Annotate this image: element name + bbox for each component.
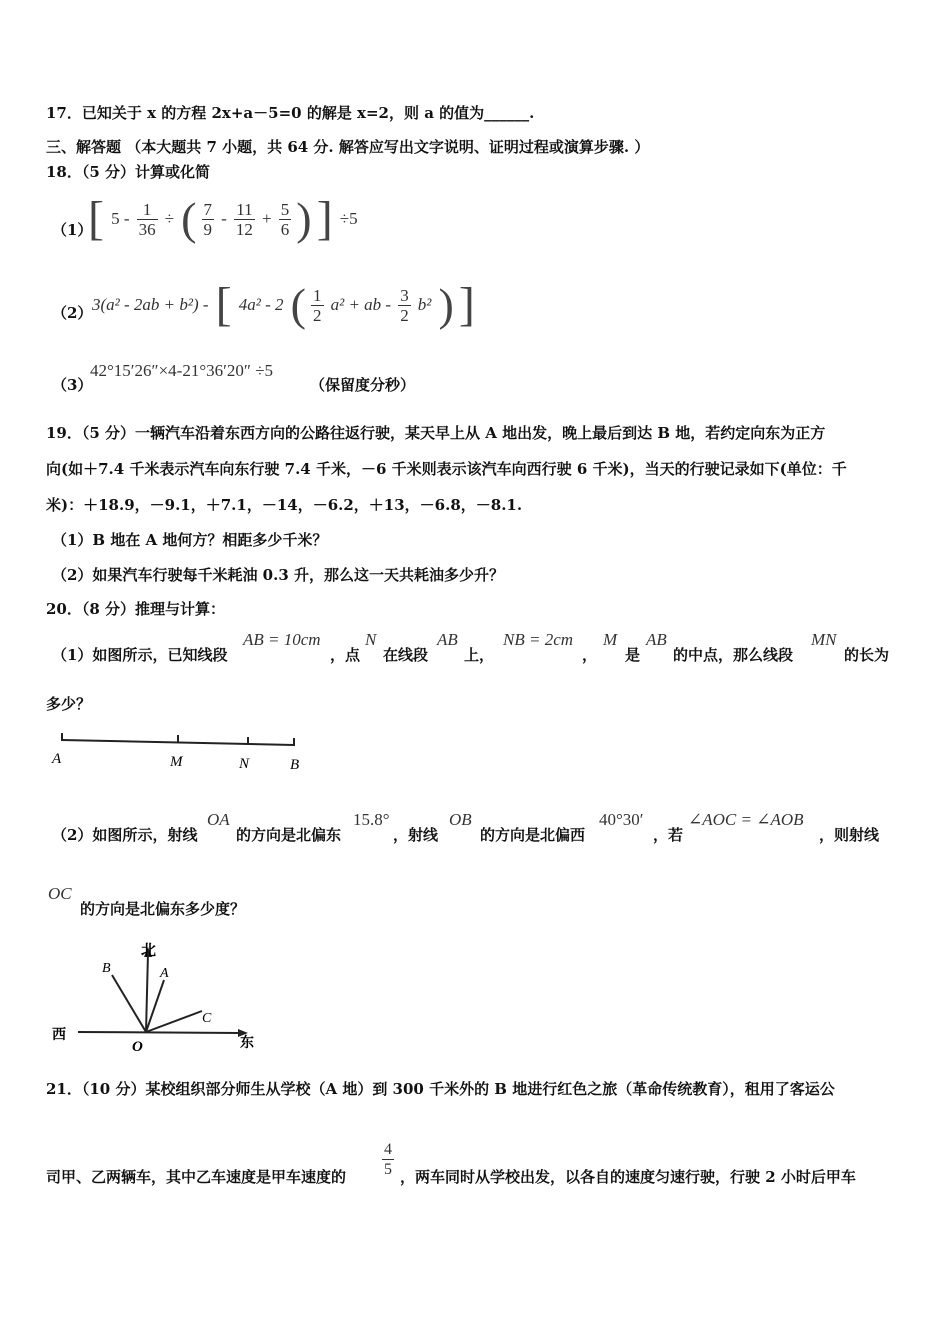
term: 3(a² - 2ab + b²) - xyxy=(92,295,209,314)
question-21-line2b: ，两车同时从学校出发，以各自的速度匀速行驶，行驶 2 小时后甲车 xyxy=(400,1168,856,1186)
q20-part1-h: 的长为 xyxy=(844,646,890,664)
q18-part1-expression xyxy=(88,194,360,250)
math-mn: MN xyxy=(811,630,837,649)
fraction: $\frac{11}{12}$ xyxy=(235,199,253,239)
right-paren: ) xyxy=(296,193,312,244)
math-oc: OC xyxy=(48,884,72,903)
math-ab-length: AB = 10cm xyxy=(243,630,321,649)
q18-part3-expression: 42°15′26″×4-21°36′20″ ÷5 xyxy=(90,361,274,380)
fraction: $\frac{7}{9}$ xyxy=(203,199,213,239)
math-m: M xyxy=(603,630,618,649)
operator: ÷ xyxy=(164,209,175,228)
q20-part1-g: 的中点，那么线段 xyxy=(673,646,794,664)
q18-part2-label: （2） xyxy=(52,304,93,322)
q18-part3-note: （保留度分秒） xyxy=(310,376,416,394)
fraction: $\frac{1}{2}$ xyxy=(313,285,322,325)
math-ab-2: AB xyxy=(646,630,667,649)
direction-figure xyxy=(40,935,280,1060)
math-oa: OA xyxy=(207,810,230,829)
q20-part2-line2: 的方向是北偏东多少度？ xyxy=(80,900,246,918)
label-west: 西 xyxy=(52,1028,66,1043)
fraction-four-fifths: $\frac{4}{5}$ xyxy=(384,1141,392,1178)
q20-part1-d: 上， xyxy=(464,646,495,664)
left-paren: ( xyxy=(181,193,197,244)
right-bracket: ] xyxy=(458,278,475,331)
question-19-line3: 米)：＋18.9，－9.1，＋7.1，－14，－6.2，＋13，－6.8，－8.1. xyxy=(46,496,523,514)
q20-part1-b: ，点 xyxy=(330,646,361,664)
question-17: 17．已知关于 x 的方程 2x+a－5=0 的解是 x=2，则 a 的值为______. xyxy=(46,104,535,122)
q20-part2-a: （2）如图所示，射线 xyxy=(52,826,198,844)
segment-figure xyxy=(40,728,320,776)
ray-ob xyxy=(112,975,146,1032)
fraction: $\frac{5}{6}$ xyxy=(280,199,290,239)
label-a: A xyxy=(52,751,62,767)
q20-part2-c: ，射线 xyxy=(393,826,439,844)
math-ob: OB xyxy=(449,810,472,829)
label-a: A xyxy=(160,966,169,981)
question-19-line1: 19．（5 分）一辆汽车沿着东西方向的公路往返行驶，某天早上从 A 地出发，晚上最后到达 B 地，若约定向东为正方 xyxy=(46,424,826,442)
east-west-axis xyxy=(78,1032,240,1033)
left-paren: ( xyxy=(290,279,306,330)
label-m: M xyxy=(170,754,183,770)
ray-oa xyxy=(146,980,164,1032)
q20-part1-e: ， xyxy=(582,646,598,664)
math-angle-oa: 15.8° xyxy=(353,810,390,829)
right-paren: ) xyxy=(438,279,454,330)
label-east: 东 xyxy=(240,1036,254,1051)
left-bracket: [ xyxy=(215,278,232,331)
question-19-sub2: （2）如果汽车行驶每千米耗油 0.3 升，那么这一天共耗油多少升？ xyxy=(52,566,504,584)
label-n: N xyxy=(239,756,250,772)
question-19-line2: 向(如＋7.4 千米表示汽车向东行驶 7.4 千米，－6 千米则表示该汽车向西行驶 6 千米)，当天的行驶记录如下(单位：千 xyxy=(46,460,847,478)
math-ab: AB xyxy=(437,630,458,649)
north-axis xyxy=(146,953,148,1032)
q20-part2-e: ，若 xyxy=(653,826,684,844)
term: ÷5 xyxy=(339,209,358,228)
q20-part2-d: 的方向是北偏西 xyxy=(480,826,586,844)
label-b: B xyxy=(290,757,300,773)
question-19-sub1: （1）B 地在 A 地何方？相距多少千米？ xyxy=(52,531,328,549)
right-bracket: ] xyxy=(316,192,333,245)
fraction: $\frac{3}{2}$ xyxy=(400,285,409,325)
q18-part2-expression xyxy=(90,280,475,334)
q18-part3-label: （3） xyxy=(52,376,93,394)
math-angle-ob: 40°30′ xyxy=(599,810,644,829)
term: 5 - xyxy=(111,209,130,228)
question-21-line1: 21．（10 分）某校组织部分师生从学校（A 地）到 300 千米外的 B 地进行红色之旅（革命传统教育），租用了客运公 xyxy=(46,1080,835,1098)
q20-part1-line2: 多少？ xyxy=(46,695,92,713)
q20-part2-f: ，则射线 xyxy=(819,826,880,844)
term: a² + ab - xyxy=(330,295,392,314)
q20-part1-a: （1）如图所示，已知线段 xyxy=(52,646,228,664)
question-18-title: 18．（5 分）计算或化简 xyxy=(46,163,211,181)
fraction: $\frac{1}{36}$ xyxy=(138,199,156,239)
q20-part1-f: 是 xyxy=(625,646,641,664)
question-20-title: 20．（8 分）推理与计算： xyxy=(46,600,226,618)
q18-part1-label: （1） xyxy=(52,221,93,239)
operator: - xyxy=(221,209,227,228)
term: 4a² - 2 xyxy=(238,295,284,314)
q20-part2-b: 的方向是北偏东 xyxy=(236,826,342,844)
section-heading: 三、解答题 （本大题共 7 小题，共 64 分. 解答应写出文字说明、证明过程或演算步骤. ） xyxy=(46,138,650,156)
left-bracket: [ xyxy=(88,192,104,245)
term: b² xyxy=(417,295,432,314)
label-c: C xyxy=(202,1011,212,1026)
ray-oc xyxy=(146,1011,202,1032)
operator: + xyxy=(262,209,272,228)
label-north: 北 xyxy=(141,943,157,959)
math-n: N xyxy=(365,630,377,649)
label-o: O xyxy=(132,1039,143,1055)
question-21-line2a: 司甲、乙两辆车，其中乙车速度是甲车速度的 xyxy=(46,1168,347,1186)
math-nb-length: NB = 2cm xyxy=(503,630,574,649)
q20-part1-c: 在线段 xyxy=(383,646,429,664)
math-angle-equation: ∠AOC = ∠AOB xyxy=(688,810,804,829)
label-b: B xyxy=(102,961,111,976)
